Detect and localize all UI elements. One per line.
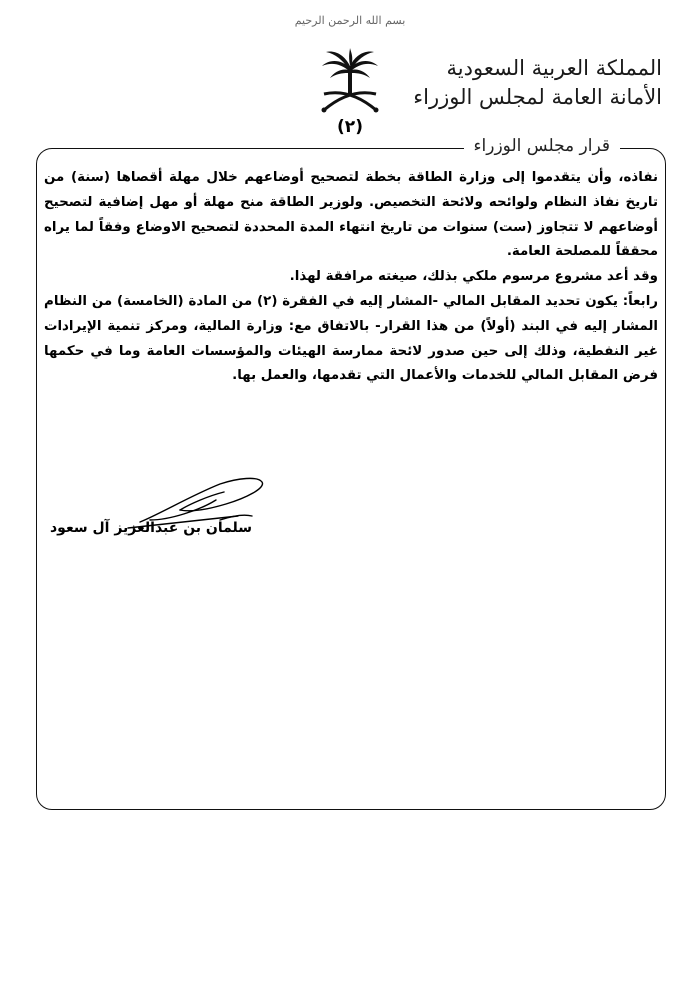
letterhead-line-2: الأمانة العامة لمجلس الوزراء (413, 85, 662, 109)
frame-label: قرار مجلس الوزراء (464, 136, 620, 156)
letterhead (412, 54, 662, 112)
page-number: (٢) (337, 117, 363, 137)
paragraph-1: نفاذه، وأن يتقدموا إلى وزارة الطاقة بخطة لتصحيح أوضاعهم خلال مهلة أقصاها (سنة) من تاريخ نفاذ النظام ولوائحه ولائحة التخصيص. ولوزير الطاقة منح مهلة أو مهل إضافية لتصحيح أوضاعهم لا تتجاوز (ست) سنوات من تاريخ انتهاء المدة المحددة لتصحيح الاوضاع وفقاً لما يراه محققاً للمصلحة العامة. (44, 170, 658, 260)
paragraph-3: رابعاً: يكون تحديد المقابل المالي -المشار إليه في الفقرة (٢) من المادة (الخامسة) من النظام المشار إليه في البند (أولاً) من هذا القرار- بالاتفاق مع: وزارة المالية، ومركز تنمية الإيرادات غير النفطية، وذلك إلى حين صدور لائحة ممارسة الهيئات والمؤسسات العامة وما في حكمها فرض المقابل المالي للخدمات والأعمال التي تقدمها، والعمل بها. (44, 293, 658, 384)
letterhead-line-1: المملكة العربية السعودية (446, 56, 662, 80)
document-body (44, 166, 658, 389)
paragraph-2: وقد أعد مشروع مرسوم ملكي بذلك، صيغته مرافقة لهذا. (289, 269, 658, 285)
saudi-emblem-icon (314, 48, 386, 120)
bismillah-header: بسم الله الرحمن الرحيم (294, 14, 406, 27)
signer-name: سلمان بن عبدالعزيز آل سعود (50, 520, 253, 536)
